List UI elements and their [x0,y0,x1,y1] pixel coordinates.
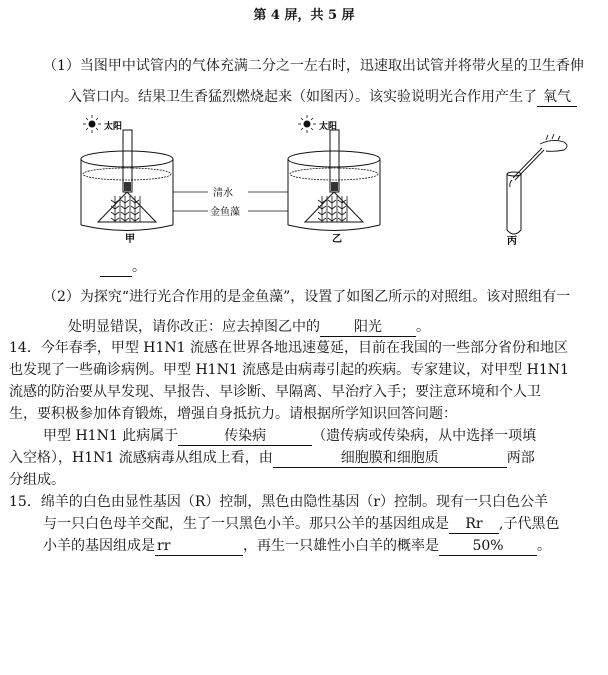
experiment-figure [70,112,600,247]
q14-line3: 流感的防治要从早发现、早报告、早诊断、早隔离、早治疗入手；要注意环境和个人卫 [9,384,541,400]
q14-answer2: 细胞膜和细胞质 [273,449,507,468]
q14-answer1: 传染病 [178,427,312,446]
sun-label-2: 太阳 [319,122,338,132]
water-label: 清水 [213,188,233,199]
q14-line2: 也发现了一些确诊病例。甲型 H1N1 流感是由病毒引起的疾病。专家建议，对甲型 H1N1 [9,362,569,378]
q14-line5 [43,425,536,447]
sun-icon [298,115,316,133]
label-jia: 甲 [125,234,135,245]
beaker-yi [288,130,380,231]
q15-line1: 15．绵羊的白色由显性基因（R）控制，黑色由隐性基因（r）控制。现有一只白色公羊 [9,494,549,510]
q13-2-line2-text: 处明显错误，请你改正：应去掉图乙中的 [68,319,320,335]
sun-label-1: 太阳 [104,122,123,132]
sun-icon [83,115,101,133]
q14-line6-text: 入空格），H1N1 流感病毒从组成上看，由 [9,450,273,466]
q14-line6-after: 两部 [506,450,535,466]
q15-line2 [43,513,559,535]
test-tube-bing [507,172,521,234]
q15-answer2: rr [155,537,243,556]
q15-line3 [43,535,551,557]
incense-hand-drawing [510,134,567,187]
q13-1-period: 。 [132,259,146,275]
q13-1-blank-continuation [100,258,132,277]
q13-1-answer: 氧气 [537,88,577,107]
q15-line2-after: ,子代黑色 [499,516,560,532]
label-yi: 乙 [332,234,342,245]
q14-line4: 生，要积极参加体育锻炼，增强自身抵抗力。请根据所学知识回答问题： [9,406,457,422]
q15-line2-text: 与一只白色母羊交配，生了一只黑色小羊。那只公羊的基因组成是 [43,516,449,532]
beaker-jia [81,130,173,231]
q13-1-line1: （1）当图甲中试管内的气体充满二分之一左右时，迅速取出试管并将带火星的卫生香伸 [43,58,584,74]
q15-answer1: Rr [449,515,499,534]
q13-1-line2 [68,86,577,108]
q15-answer3: 50% [439,537,537,556]
q14-line1: 14．今年春季，甲型 H1N1 流感在世界各地迅速蔓延，目前在我国的一些部分省份和地区 [9,340,568,356]
q15-line3-mid: ，再生一只雄性小白羊的概率是 [243,538,439,554]
q14-line5-after: （遗传病或传染病，从中选择一项填 [312,428,537,444]
q13-1-line2-text: 入管口内。结果卫生香猛烈燃烧起来（如图丙）。该实验说明光合作用产生了 [68,89,537,105]
algae-label: 金鱼藻 [210,207,240,218]
q14-line6 [9,447,535,469]
q13-1-continuation [100,256,146,278]
page-header: 第 4 屏，共 5 屏 [253,8,355,23]
q13-2-answer: 阳光 [320,318,416,337]
q15-period: 。 [537,538,551,554]
q13-2-line1: （2）为探究“进行光合作用的是金鱼藻”，设置了如图乙所示的对照组。该对照组有一 [43,289,571,305]
q13-2-period: 。 [416,319,430,335]
label-bing: 丙 [507,236,517,247]
q14-line5-text: 甲型 H1N1 此病属于 [43,428,179,444]
q13-2-line2 [68,316,430,338]
q14-line7: 分组成。 [9,472,65,488]
q15-line3-text: 小羊的基因组成是 [43,538,155,554]
